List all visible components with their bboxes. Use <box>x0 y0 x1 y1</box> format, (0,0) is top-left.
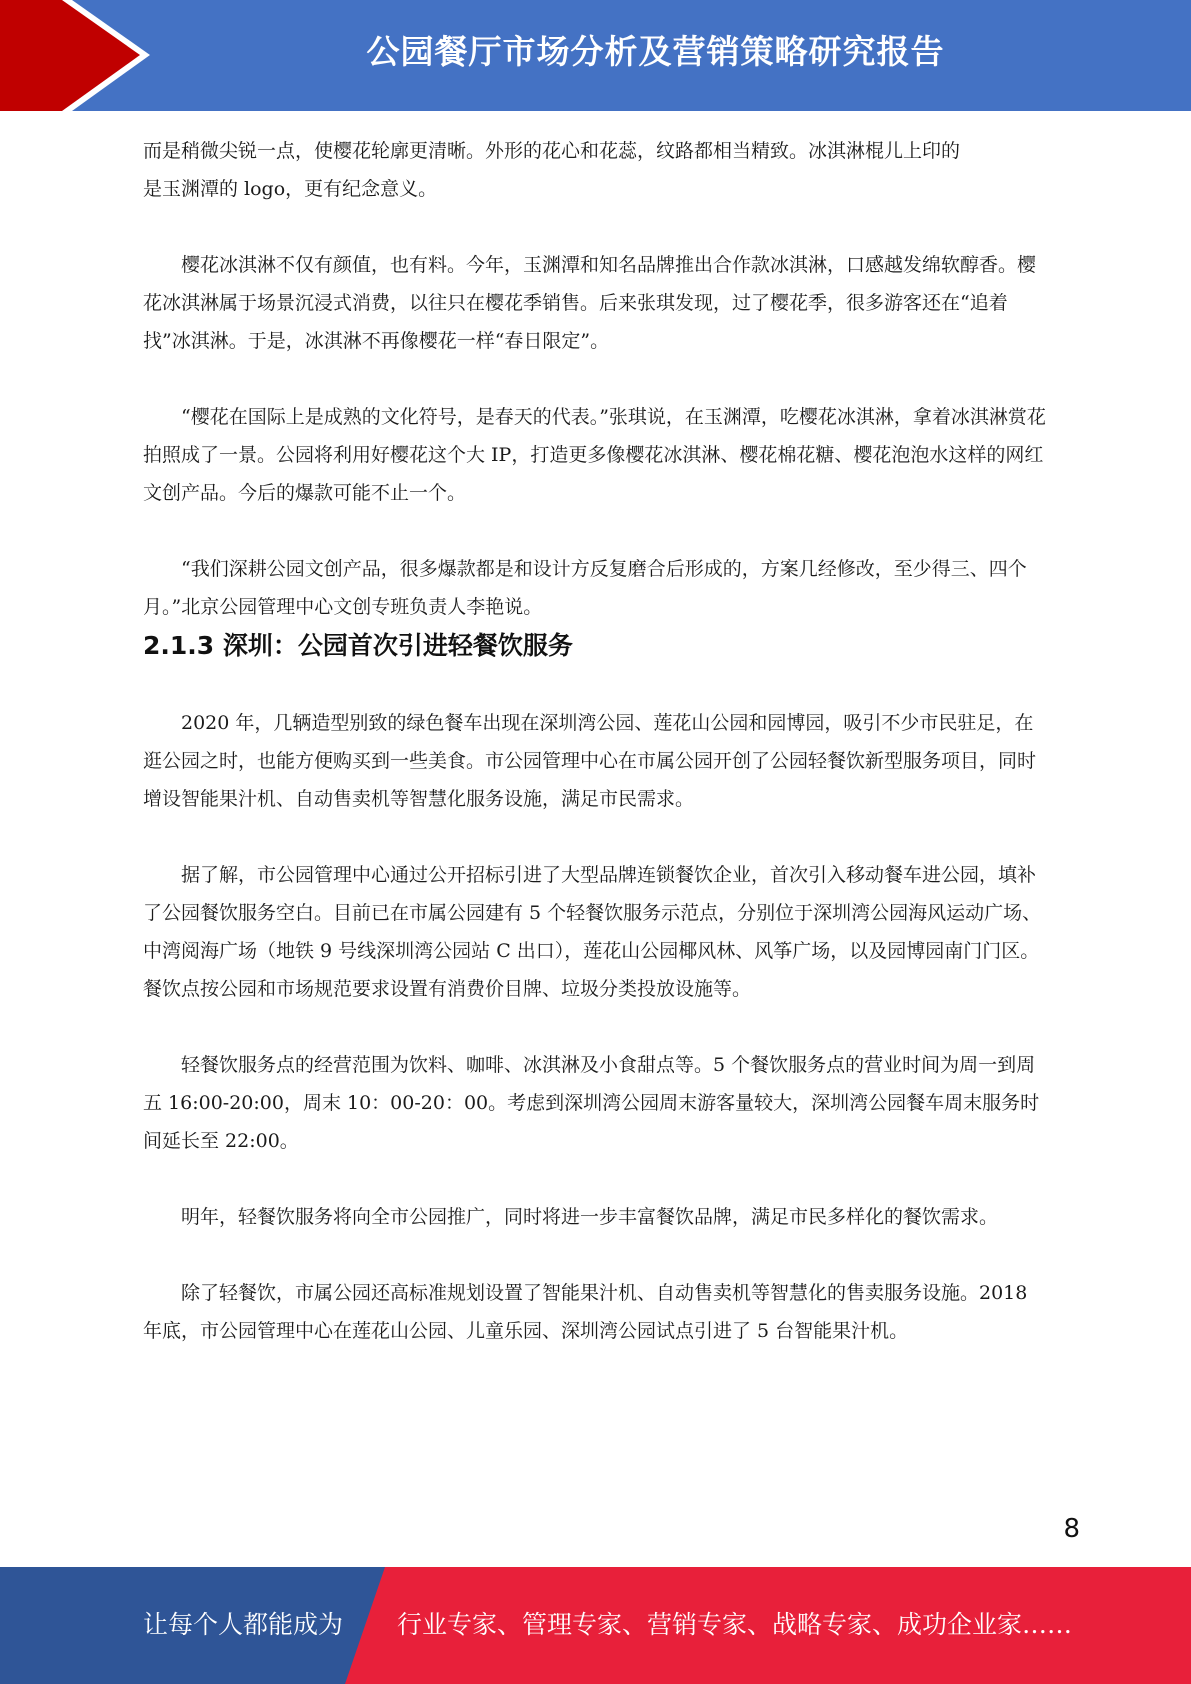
paragraph-line: 而是稍微尖锐一点，使樱花轮廓更清晰。外形的花心和花蕊，纹路都相当精致。冰淇淋棍儿上印的 <box>143 140 961 162</box>
footer-slogan-left: 让每个人都能成为 <box>143 1610 344 1639</box>
section-heading: 2.1.3 深圳：公园首次引进轻餐饮服务 <box>143 631 573 660</box>
paragraph: 据了解，市公园管理中心通过公开招标引进了大型品牌连锁餐饮企业，首次引入移动餐车进公园，填补了公园餐饮服务空白。目前已在市属公园建有 5 个轻餐饮服务示范点，分别位于深圳湾公园海风运动广场、中湾阅海广场（地铁 9 号线深圳湾公园站 C 出口），莲花山公园椰风林、风筝广场，以及园博园南门门区。餐饮点按公园和市场规范要求设置有消费价目牌、垃圾分类投放设施等。 <box>143 864 1042 1000</box>
paragraph: “我们深耕公园文创产品，很多爆款都是和设计方反复磨合后形成的，方案几经修改，至少得三、四个月。”北京公园管理中心文创专班负责人李艳说。 <box>143 558 1027 618</box>
report-title: 公园餐厅市场分析及营销策略研究报告 <box>366 32 945 71</box>
paragraph: “樱花在国际上是成熟的文化符号，是春天的代表。”张琪说，在玉渊潭，吃樱花冰淇淋，拿着冰淇淋赏花拍照成了一景。公园将利用好樱花这个大 IP，打造更多像樱花冰淇淋、樱花棉花糖、樱花泡泡水这样的网红文创产品。今后的爆款可能不止一个。 <box>143 406 1046 504</box>
page-header <box>0 0 1191 111</box>
page-number: 8 <box>1063 1514 1080 1544</box>
paragraph: 2020 年，几辆造型别致的绿色餐车出现在深圳湾公园、莲花山公园和园博园，吸引不少市民驻足，在逛公园之时，也能方便购买到一些美食。市公园管理中心在市属公园开创了公园轻餐饮新型服务项目，同时增设智能果汁机、自动售卖机等智慧化服务设施，满足市民需求。 <box>143 712 1037 810</box>
paragraph-line: 是玉渊潭的 logo，更有纪念意义。 <box>143 178 438 200</box>
document-body <box>143 132 1048 1350</box>
paragraph: 樱花冰淇淋不仅有颜值，也有料。今年，玉渊潭和知名品牌推出合作款冰淇淋，口感越发绵软醇香。樱花冰淇淋属于场景沉浸式消费，以往只在樱花季销售。后来张琪发现，过了樱花季，很多游客还在“追着找”冰淇淋。于是，冰淇淋不再像樱花一样“春日限定”。 <box>143 254 1037 352</box>
footer-slogan-right: 行业专家、管理专家、营销专家、战略专家、成功企业家…… <box>397 1610 1073 1639</box>
paragraph: 轻餐饮服务点的经营范围为饮料、咖啡、冰淇淋及小食甜点等。5 个餐饮服务点的营业时间为周一到周五 16:00-20:00，周末 10：00-20：00。考虑到深圳湾公园周末游客量较大，深圳湾公园餐车周末服务时间延长至 22:00。 <box>143 1054 1040 1152</box>
paragraph: 除了轻餐饮，市属公园还高标准规划设置了智能果汁机、自动售卖机等智慧化的售卖服务设施。2018 年底，市公园管理中心在莲花山公园、儿童乐园、深圳湾公园试点引进了 5 台智能果汁机。 <box>143 1282 1028 1342</box>
page-footer <box>0 1567 1191 1684</box>
paragraph: 明年，轻餐饮服务将向全市公园推广，同时将进一步丰富餐饮品牌，满足市民多样化的餐饮需求。 <box>181 1206 999 1228</box>
